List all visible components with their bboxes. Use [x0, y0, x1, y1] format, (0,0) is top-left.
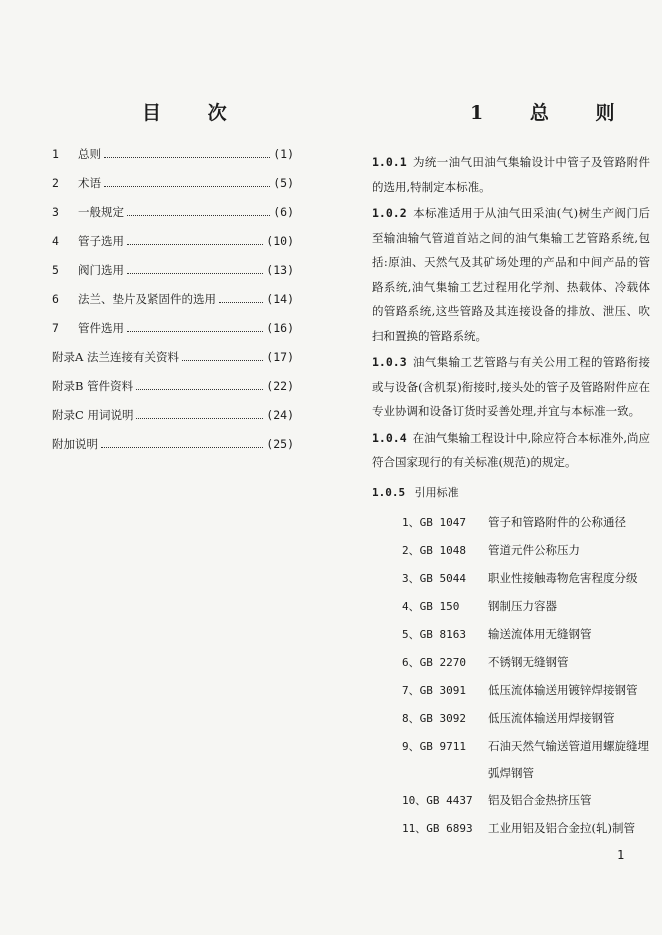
toc-leader-dots [101, 437, 263, 448]
clause-text: 本标准适用于从油气田采油(气)树生产阀门后至输油输气管道首站之间的油气集输工艺管路系统,包括:原油、天然气及其矿场处理的产品和中间产品的管路系统,油气集输工艺过程用化学剂、热载体、冷载体的管路系统,这些管路及其连接设备的排放、泄压、吹扫和置换的管路系统。 [372, 206, 650, 343]
reference-title: 管子和管路附件的公称通径 [488, 514, 626, 529]
toc-leader-dots [127, 321, 263, 332]
toc-entry-title: 总则 [78, 147, 101, 161]
reference-code: 11、GB 6893 [402, 821, 473, 835]
chapter-body [372, 150, 650, 843]
reference-title: 钢制压力容器 [488, 598, 557, 613]
reference-item [372, 677, 650, 705]
reference-code: 9、GB 9711 [402, 739, 466, 753]
reference-title: 低压流体输送用焊接钢管 [488, 710, 615, 725]
reference-item [372, 787, 650, 815]
toc-entry [52, 233, 294, 262]
reference-list [372, 509, 650, 843]
clause-paragraph [372, 150, 650, 199]
toc-entry-page: (13) [266, 263, 294, 277]
toc-entry-page: (10) [266, 234, 294, 248]
reference-item [372, 537, 650, 565]
toc-entry-title: 一般规定 [78, 205, 124, 219]
toc-leader-dots [127, 234, 263, 245]
toc-leader-dots [127, 205, 270, 216]
toc-leader-dots [182, 350, 263, 361]
chapter-heading: 1 总 则 [470, 102, 635, 124]
toc-entry-page: (22) [266, 379, 294, 393]
reference-code: 3、GB 5044 [402, 571, 466, 585]
reference-title: 管道元件公称压力 [488, 542, 580, 557]
reference-clause-heading [372, 481, 650, 505]
toc-entry-title: 管件选用 [78, 321, 124, 335]
reference-title: 铝及铝合金热挤压管 [488, 792, 592, 807]
toc-entry-number: 6 [52, 292, 59, 306]
toc-entry-title: 附录C 用词说明 [52, 408, 134, 422]
toc-entry-number: 5 [52, 263, 59, 277]
toc-entry [52, 291, 294, 320]
toc-entry-title: 法兰、垫片及紧固件的选用 [78, 292, 216, 306]
toc-leader-dots [104, 147, 270, 158]
toc-entry-number: 1 [52, 147, 59, 161]
reference-item [372, 509, 650, 537]
clause-text: 为统一油气田油气集输设计中管子及管路附件的选用,特制定本标准。 [372, 155, 650, 194]
toc-entry [52, 349, 294, 378]
clause-title: 引用标准 [414, 485, 459, 499]
toc-entry-title: 附录A 法兰连接有关资料 [52, 350, 179, 364]
clause-number: 1.0.5 [372, 485, 406, 499]
clause-text: 油气集输工艺管路与有关公用工程的管路衔接或与设备(含机泵)衔接时,接头处的管子及管路附件应在专业协调和设备订货时妥善处理,并宜与本标准一致。 [372, 355, 650, 418]
toc-entry-title: 术语 [78, 176, 101, 190]
reference-item [372, 621, 650, 649]
reference-code: 4、GB 150 [402, 599, 460, 613]
reference-code: 2、GB 1048 [402, 543, 466, 557]
reference-title: 石油天然气输送管道用螺旋缝埋弧焊钢管 [488, 738, 649, 780]
reference-item [372, 649, 650, 677]
toc-entry-page: (24) [266, 408, 294, 422]
toc-entry-number: 2 [52, 176, 59, 190]
toc-entry-number: 4 [52, 234, 59, 248]
reference-title: 不锈钢无缝钢管 [488, 654, 569, 669]
reference-item [372, 815, 650, 843]
reference-item [372, 733, 650, 787]
toc-entry [52, 436, 294, 465]
clause-number: 1.0.3 [372, 355, 407, 369]
toc-entry-page: (17) [266, 350, 294, 364]
toc-entry-title: 附录B 管件资料 [52, 379, 134, 393]
toc-entry-page: (5) [273, 176, 294, 190]
toc-entry-title: 阀门选用 [78, 263, 124, 277]
toc-entry-number: 3 [52, 205, 59, 219]
reference-item [372, 593, 650, 621]
clause-paragraph [372, 426, 650, 475]
toc-entry [52, 204, 294, 233]
toc-entry-page: (1) [273, 147, 294, 161]
reference-item [372, 565, 650, 593]
clause-paragraph [372, 201, 650, 348]
toc-entry-page: (25) [266, 437, 294, 451]
toc-entry-page: (16) [266, 321, 294, 335]
reference-code: 10、GB 4437 [402, 793, 473, 807]
clause-number: 1.0.4 [372, 430, 407, 445]
toc-entry [52, 320, 294, 349]
reference-title: 职业性接触毒物危害程度分级 [488, 570, 638, 585]
clause-number: 1.0.1 [372, 155, 407, 169]
toc-leader-dots [136, 379, 263, 390]
page-number: 1 [617, 848, 625, 862]
toc-entry-title: 管子选用 [78, 234, 124, 248]
toc-list [52, 146, 294, 465]
toc-entry [52, 175, 294, 204]
toc-entry [52, 407, 294, 436]
toc-entry-page: (14) [266, 292, 294, 306]
toc-entry-number: 7 [52, 321, 59, 335]
toc-leader-dots [136, 408, 263, 419]
toc-entry [52, 378, 294, 407]
toc-entry-page: (6) [273, 205, 294, 219]
reference-code: 7、GB 3091 [402, 683, 466, 697]
toc-leader-dots [104, 176, 270, 187]
toc-entry-title: 附加说明 [52, 437, 98, 451]
clause-number: 1.0.2 [372, 206, 407, 220]
reference-item [372, 705, 650, 733]
toc-leader-dots [219, 292, 263, 303]
reference-code: 8、GB 3092 [402, 711, 466, 725]
toc-leader-dots [127, 263, 263, 274]
reference-code: 1、GB 1047 [402, 515, 466, 529]
clause-paragraph [372, 350, 650, 424]
reference-code: 6、GB 2270 [402, 655, 466, 669]
reference-title: 工业用铝及铝合金拉(轧)制管 [488, 820, 635, 835]
toc-entry [52, 262, 294, 291]
toc-heading: 目 次 [142, 102, 247, 124]
clause-list [372, 150, 650, 475]
clause-text: 在油气集输工程设计中,除应符合本标准外,尚应符合国家现行的有关标准(规范)的规定。 [372, 430, 650, 469]
toc-entry [52, 146, 294, 175]
reference-title: 低压流体输送用镀锌焊接钢管 [488, 682, 638, 697]
reference-code: 5、GB 8163 [402, 627, 466, 641]
reference-title: 输送流体用无缝钢管 [488, 626, 592, 641]
